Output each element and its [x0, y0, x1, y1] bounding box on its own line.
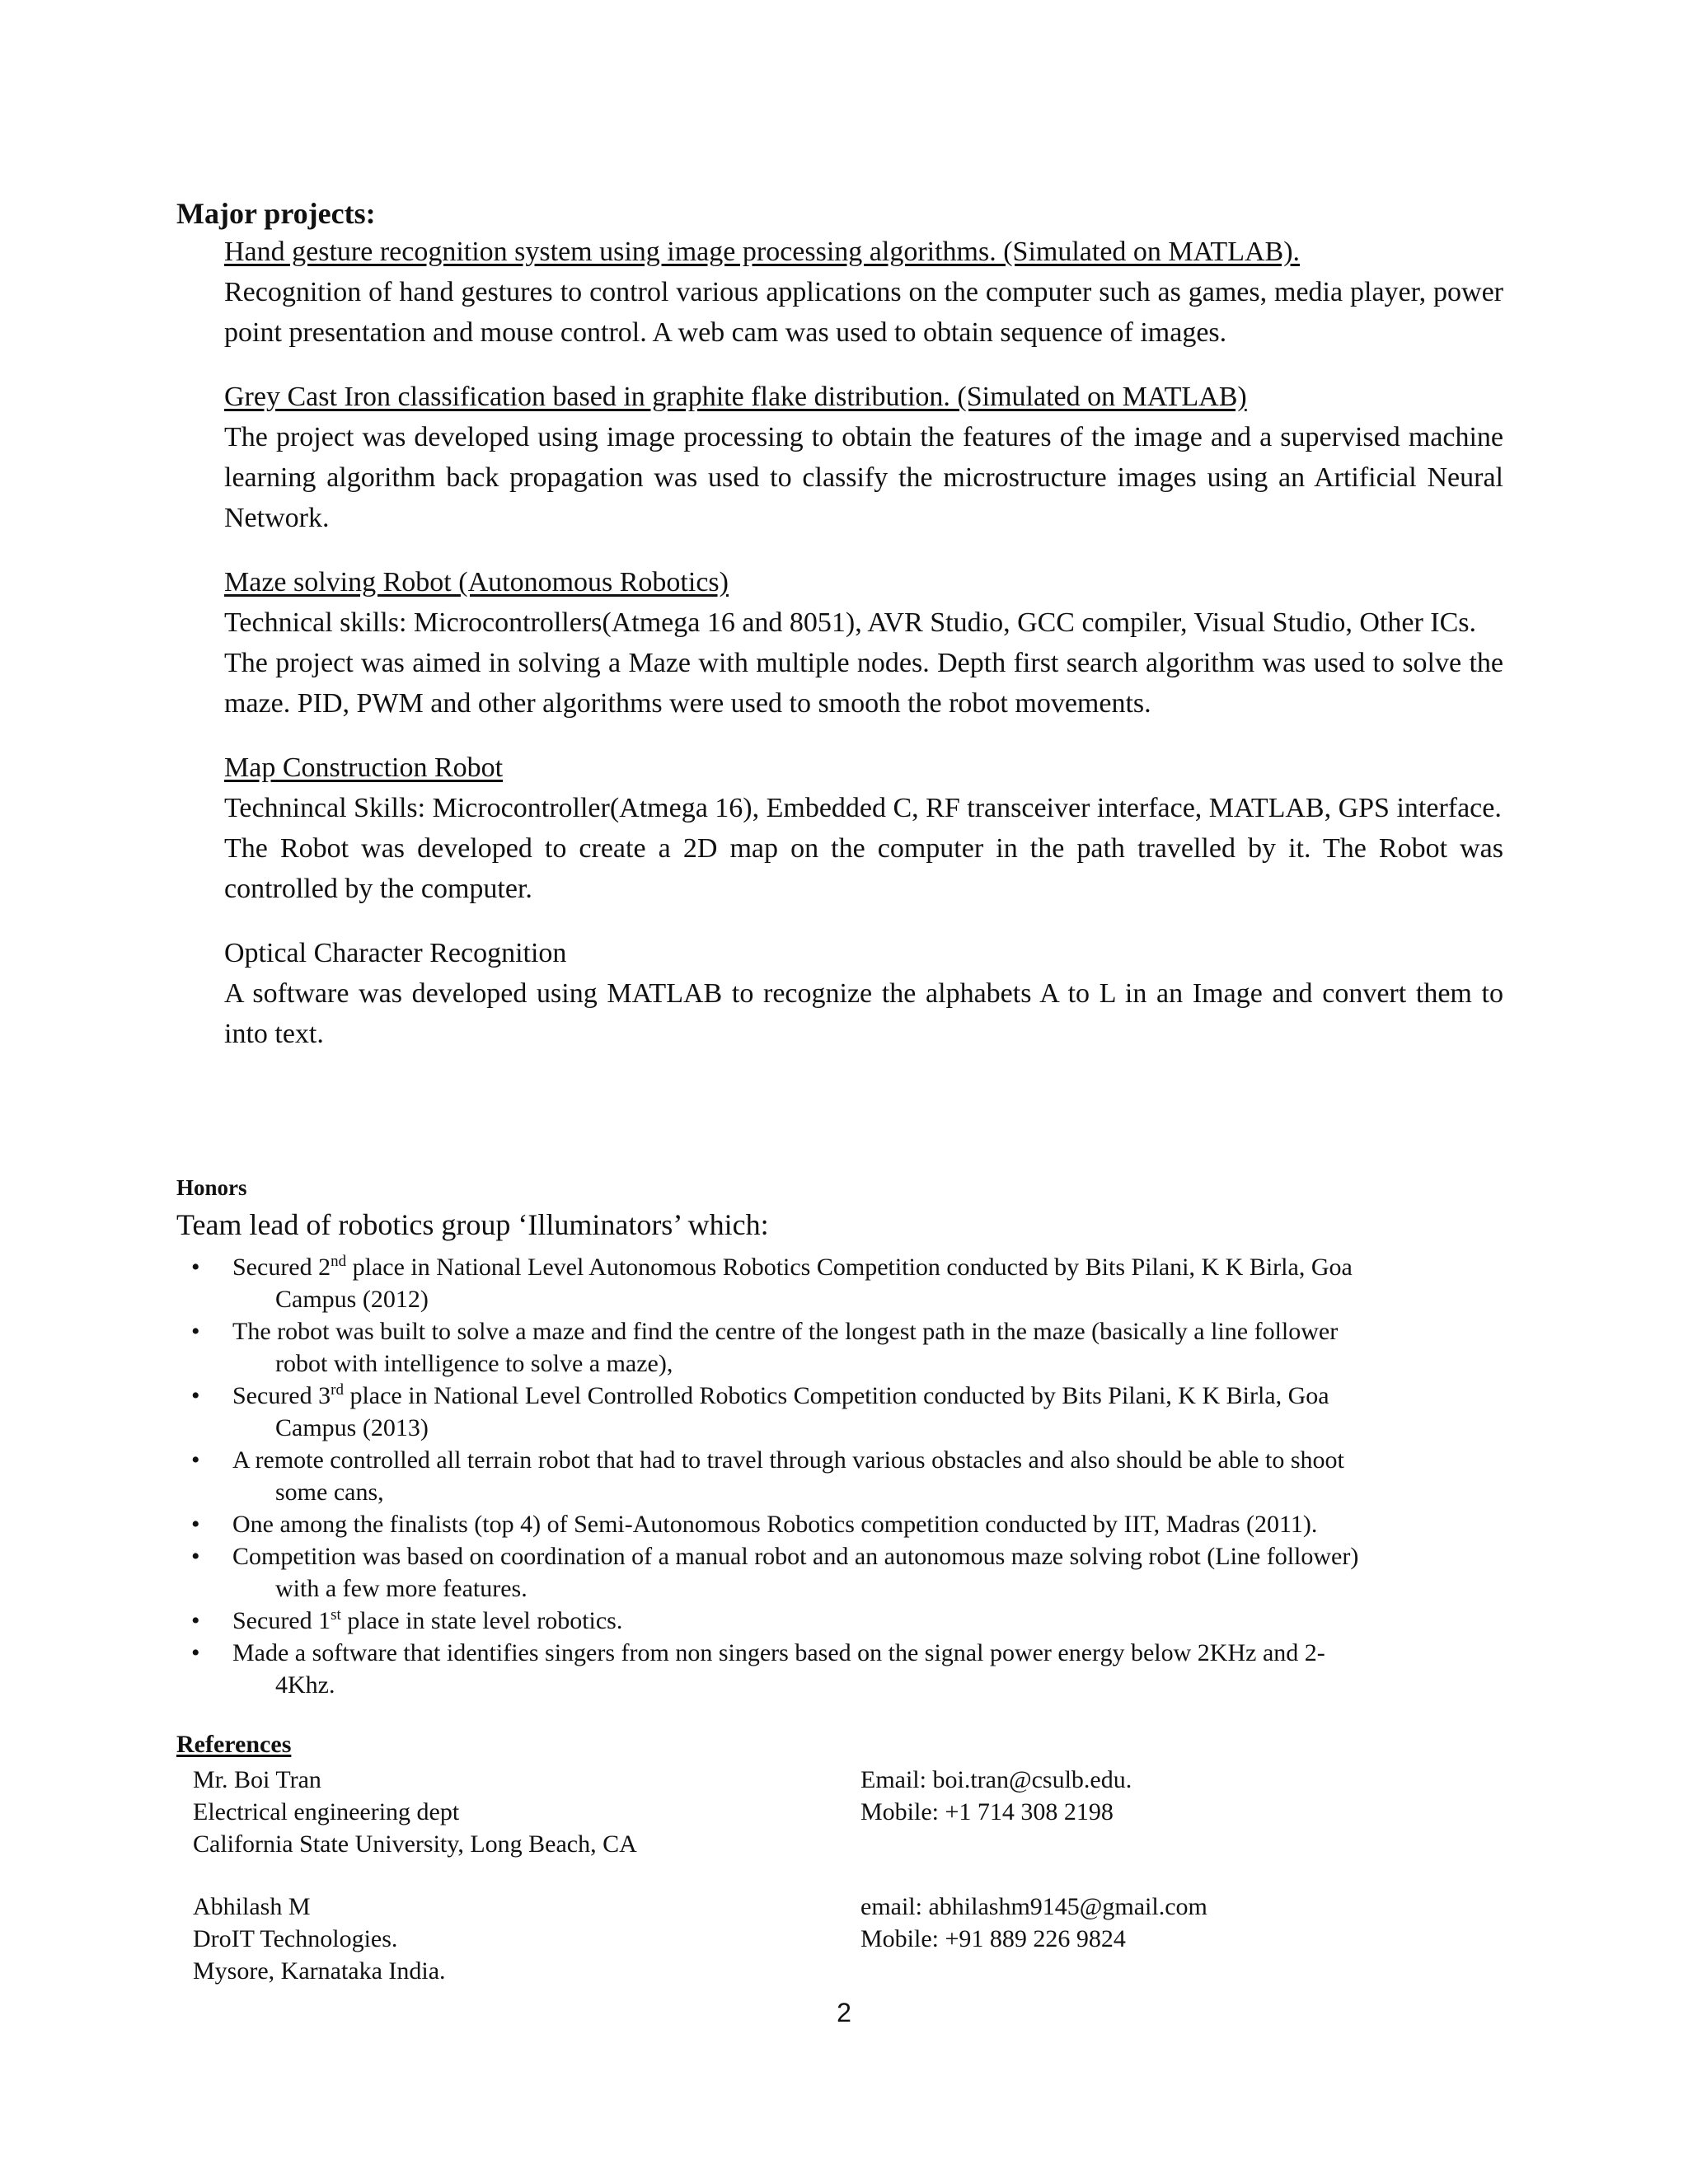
- bullet-icon: •: [191, 1607, 200, 1634]
- bullet-icon: •: [191, 1254, 200, 1281]
- page-number: 2: [837, 1998, 851, 2027]
- honor-item: • Secured 3rd place in National Level Controlled Robotics Competition conducted by Bits Pilani, K K Birla, Goa Campus (2013): [191, 1381, 1329, 1441]
- honors-list: [191, 1251, 1503, 1701]
- major-projects-heading: Major projects:: [176, 197, 376, 230]
- honor-item: • Made a software that identifies singers from non singers based on the signal power energy below 2KHz and 2- 4Khz.: [191, 1637, 1503, 1701]
- project-maze-solving-robot: [224, 563, 1503, 724]
- project-hand-gesture: [224, 232, 1503, 353]
- reference-1-contact: [860, 1764, 1487, 1828]
- project-description: Recognition of hand gestures to control various applications on the computer such as games, media player, power point presentation and mouse control. A web cam was used to obtain sequence of images.: [224, 277, 1503, 348]
- reference-name: Mr. Boi Tran: [193, 1766, 321, 1793]
- reference-mobile: Mobile: +91 889 226 9824: [860, 1925, 1126, 1952]
- reference-email: email: abhilashm9145@gmail.com: [860, 1893, 1207, 1920]
- reference-name: Abhilash M: [193, 1893, 311, 1920]
- project-skills: Technincal Skills: Microcontroller(Atmega 16), Embedded C, RF transceiver interface, MATLAB, GPS interface.: [224, 793, 1502, 823]
- honor-item: • One among the finalists (top 4) of Semi-Autonomous Robotics competition conducted by IIT, Madras (2011).: [191, 1508, 1503, 1540]
- bullet-icon: •: [191, 1543, 200, 1570]
- reference-2-details: [193, 1891, 819, 1987]
- reference-mobile: Mobile: +1 714 308 2198: [860, 1798, 1114, 1825]
- honor-item: • Secured 1st place in state level robotics.: [191, 1605, 1503, 1637]
- honors-heading: Honors: [176, 1175, 247, 1200]
- reference-institution: California State University, Long Beach, CA: [193, 1830, 637, 1858]
- reference-2-contact: [860, 1891, 1487, 1955]
- honors-intro: Team lead of robotics group ‘Illuminators’ which:: [176, 1208, 769, 1241]
- bullet-icon: •: [191, 1511, 200, 1538]
- project-title: Maze solving Robot (Autonomous Robotics): [224, 567, 729, 598]
- reference-location: Mysore, Karnataka India.: [193, 1957, 446, 1985]
- honor-item: • Competition was based on coordination of a manual robot and an autonomous maze solving robot (Line follower) with a few more features.: [191, 1540, 1503, 1605]
- project-description: The project was developed using image processing to obtain the features of the image and a supervised machine learning algorithm back propagation was used to classify the microstructure images using an Artificial Neural Network.: [224, 422, 1503, 533]
- project-title: Map Construction Robot: [224, 752, 504, 783]
- bullet-icon: •: [191, 1446, 200, 1474]
- honor-item: • A remote controlled all terrain robot that had to travel through various obstacles and also should be able to shoot some cans,: [191, 1444, 1503, 1508]
- references-heading: References: [176, 1731, 292, 1758]
- reference-1-details: [193, 1764, 819, 1860]
- project-title: Optical Character Recognition: [224, 938, 567, 968]
- bullet-icon: •: [191, 1639, 200, 1666]
- reference-department: Electrical engineering dept: [193, 1798, 460, 1825]
- project-description: The Robot was developed to create a 2D map on the computer in the path travelled by it. The Robot was controlled by the computer.: [224, 833, 1503, 904]
- reference-email: Email: boi.tran@csulb.edu.: [860, 1766, 1132, 1793]
- project-ocr: [224, 934, 1503, 1054]
- project-skills: Technical skills: Microcontrollers(Atmega 16 and 8051), AVR Studio, GCC compiler, Visual Studio, Other ICs.: [224, 607, 1477, 638]
- honor-item: • The robot was built to solve a maze and find the centre of the longest path in the maze (basically a line follower robot with intelligence to solve a maze),: [191, 1315, 1503, 1380]
- project-title: Grey Cast Iron classification based in graphite flake distribution. (Simulated on MATLAB): [224, 382, 1247, 412]
- bullet-icon: •: [191, 1382, 200, 1409]
- reference-company: DroIT Technologies.: [193, 1925, 398, 1952]
- bullet-icon: •: [191, 1318, 200, 1345]
- project-description: The project was aimed in solving a Maze with multiple nodes. Depth first search algorithm was used to solve the maze. PID, PWM and other algorithms were used to smooth the robot movements.: [224, 648, 1503, 719]
- project-grey-cast-iron: [224, 377, 1503, 538]
- project-map-construction-robot: [224, 748, 1503, 909]
- projects-section: [224, 232, 1503, 1079]
- project-title: Hand gesture recognition system using image processing algorithms. (Simulated on MATLAB).: [224, 237, 1301, 267]
- project-description: A software was developed using MATLAB to recognize the alphabets A to L in an Image and convert them to into text.: [224, 978, 1503, 1049]
- honor-item: • Secured 2nd place in National Level Autonomous Robotics Competition conducted by Bits Pilani, K K Birla, Goa Campus (2012): [191, 1253, 1353, 1313]
